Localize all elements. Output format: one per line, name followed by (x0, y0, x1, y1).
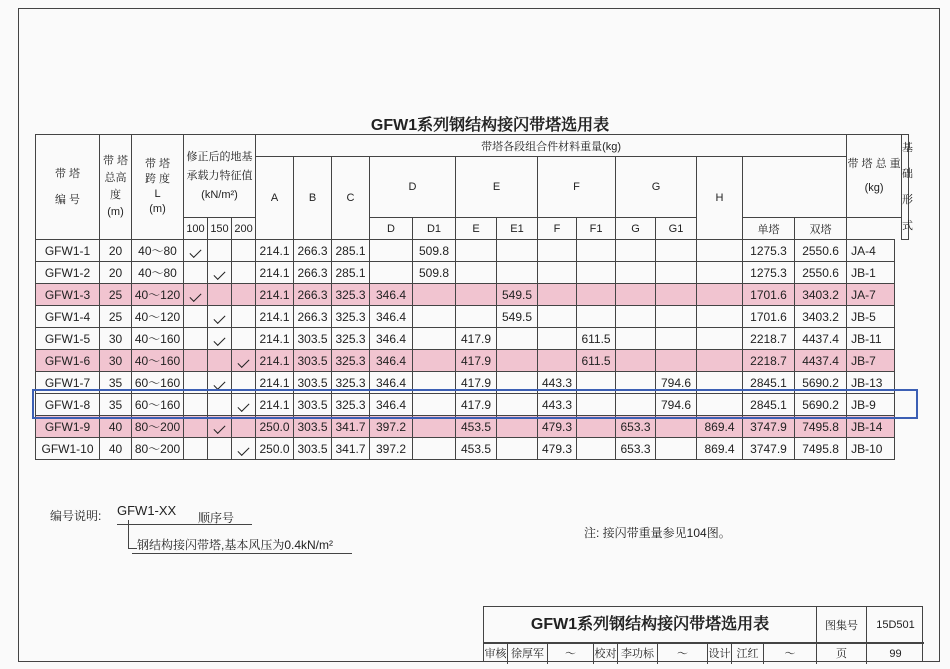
cell-e: 417.9 (456, 372, 497, 394)
header-bearing: 修正后的地基 承载力特征值 (kN/m²) (184, 135, 256, 218)
table-row (36, 328, 909, 350)
cell-f (538, 350, 577, 372)
group-F: F (538, 157, 616, 218)
cell-span: 40～80 (132, 262, 184, 284)
table-title: GFW1系列钢结构接闪带塔选用表 (370, 117, 610, 134)
cell-code: GFW1-5 (36, 328, 100, 350)
footnote: 注: 接闪带重量参见104图。 (584, 526, 731, 540)
cell-bearing-150 (208, 240, 232, 262)
cell-bearing-100 (184, 328, 208, 350)
cell-h (697, 262, 743, 284)
cell-a: 214.1 (256, 350, 294, 372)
cell-bearing-200 (232, 328, 256, 350)
cell-double: 4437.4 (795, 350, 847, 372)
note-description: 钢结构接闪带塔,基本风压为0.4kN/m² (137, 538, 334, 552)
cell-height: 40 (100, 438, 132, 460)
cell-e1 (497, 350, 538, 372)
cell-b: 266.3 (294, 262, 332, 284)
cell-bearing-150 (208, 350, 232, 372)
cell-b: 303.5 (294, 394, 332, 416)
note-description-underline (132, 553, 352, 554)
cell-e (456, 284, 497, 306)
cell-a: 214.1 (256, 240, 294, 262)
checker-signature: 〜 (658, 644, 708, 664)
cell-double: 7495.8 (795, 438, 847, 460)
cell-single: 1701.6 (743, 284, 795, 306)
bearing-100: 100 (184, 218, 208, 240)
cell-a: 214.1 (256, 328, 294, 350)
cell-jb: JB-5 (847, 306, 895, 328)
cell-b: 303.5 (294, 350, 332, 372)
cell-f1 (577, 438, 616, 460)
group-A: A (256, 157, 294, 240)
cell-f1 (577, 262, 616, 284)
cell-e1 (497, 240, 538, 262)
cell-height: 20 (100, 262, 132, 284)
cell-b: 266.3 (294, 240, 332, 262)
note-code: GFW1-XX (117, 503, 177, 518)
cell-c: 325.3 (332, 284, 370, 306)
cell-height: 20 (100, 240, 132, 262)
cell-e (456, 262, 497, 284)
check-icon (213, 267, 225, 279)
reviewer-signature: 〜 (548, 644, 594, 664)
cell-c: 341.7 (332, 416, 370, 438)
cell-jb: JB-14 (847, 416, 895, 438)
cell-bearing-150 (208, 438, 232, 460)
group-H: H (697, 157, 743, 240)
cell-code: GFW1-9 (36, 416, 100, 438)
cell-jb: JB-7 (847, 350, 895, 372)
cell-g: 653.3 (616, 416, 656, 438)
cell-g (616, 240, 656, 262)
check-label: 校对 (594, 644, 618, 664)
cell-double: 4437.4 (795, 328, 847, 350)
cell-single: 1275.3 (743, 240, 795, 262)
cell-c: 325.3 (332, 350, 370, 372)
cell-d1: 509.8 (413, 240, 456, 262)
bearing-150: 150 (208, 218, 232, 240)
cell-b: 303.5 (294, 438, 332, 460)
header-single: 单塔 (743, 218, 795, 240)
cell-c: 285.1 (332, 240, 370, 262)
check-icon (213, 333, 225, 345)
cell-h: 869.4 (697, 438, 743, 460)
group-G: G (616, 157, 697, 218)
cell-e: 417.9 (456, 350, 497, 372)
cell-span: 40～80 (132, 240, 184, 262)
cell-e1: 549.5 (497, 284, 538, 306)
cell-f (538, 328, 577, 350)
cell-f: 443.3 (538, 372, 577, 394)
header-weights: 带塔各段组合件材料重量(kg) (256, 135, 847, 157)
cell-g (616, 284, 656, 306)
cell-height: 35 (100, 394, 132, 416)
check-icon (189, 289, 201, 301)
cell-f1 (577, 306, 616, 328)
cell-f1 (577, 240, 616, 262)
cell-code: GFW1-1 (36, 240, 100, 262)
cell-bearing-100 (184, 284, 208, 306)
header-span: 带 塔 跨 度 L (m) (132, 135, 184, 240)
table-row (36, 438, 909, 460)
cell-single: 2218.7 (743, 328, 795, 350)
cell-bearing-200 (232, 350, 256, 372)
group-D: D (370, 157, 456, 218)
sub-E: E (456, 218, 497, 240)
cell-double: 3403.2 (795, 284, 847, 306)
cell-d: 346.4 (370, 350, 413, 372)
sub-D1: D1 (413, 218, 456, 240)
cell-span: 40～160 (132, 350, 184, 372)
cell-single: 2845.1 (743, 394, 795, 416)
cell-f (538, 240, 577, 262)
cell-a: 214.1 (256, 394, 294, 416)
cell-jb: JA-4 (847, 240, 895, 262)
cell-height: 30 (100, 350, 132, 372)
group-E: E (456, 157, 538, 218)
title-block-signatures (484, 643, 924, 664)
cell-a: 250.0 (256, 416, 294, 438)
cell-bearing-200 (232, 284, 256, 306)
cell-d: 346.4 (370, 372, 413, 394)
cell-c: 325.3 (332, 328, 370, 350)
sub-F1: F1 (577, 218, 616, 240)
note-underline (117, 524, 252, 525)
cell-span: 40～120 (132, 306, 184, 328)
cell-a: 214.1 (256, 306, 294, 328)
cell-c: 285.1 (332, 262, 370, 284)
cell-f (538, 306, 577, 328)
sub-D: D (370, 218, 413, 240)
cell-g (616, 306, 656, 328)
table-row (36, 240, 909, 262)
title-block (483, 606, 923, 662)
header-code: 带 塔 编 号 (36, 135, 100, 240)
cell-c: 325.3 (332, 306, 370, 328)
check-icon (213, 377, 225, 389)
cell-single: 1275.3 (743, 262, 795, 284)
group-C: C (332, 157, 370, 240)
cell-g (616, 328, 656, 350)
cell-jb: JA-7 (847, 284, 895, 306)
cell-d: 346.4 (370, 394, 413, 416)
sub-G1: G1 (656, 218, 697, 240)
cell-bearing-150 (208, 306, 232, 328)
title-block-title: GFW1系列钢结构接闪带塔选用表 (484, 607, 817, 643)
cell-g (616, 262, 656, 284)
cell-b: 303.5 (294, 372, 332, 394)
header-double: 双塔 (795, 218, 847, 240)
check-icon (213, 421, 225, 433)
table-row (36, 350, 909, 372)
cell-e: 453.5 (456, 438, 497, 460)
header-foundation: 基础 形式 (902, 135, 909, 240)
cell-single: 2218.7 (743, 350, 795, 372)
cell-b: 303.5 (294, 328, 332, 350)
cell-jb: JB-9 (847, 394, 895, 416)
note-label: 编号说明: (50, 509, 102, 523)
cell-jb: JB-10 (847, 438, 895, 460)
cell-e: 417.9 (456, 394, 497, 416)
cell-span: 60～160 (132, 394, 184, 416)
cell-h (697, 240, 743, 262)
designer-name: 江红 (732, 644, 764, 664)
group-B: B (294, 157, 332, 240)
cell-g1 (656, 306, 697, 328)
cell-f1 (577, 284, 616, 306)
check-icon (237, 443, 249, 455)
cell-span: 60～160 (132, 372, 184, 394)
cell-bearing-150 (208, 262, 232, 284)
cell-d1 (413, 350, 456, 372)
cell-single: 1701.6 (743, 306, 795, 328)
cell-jb: JB-11 (847, 328, 895, 350)
cell-b: 266.3 (294, 306, 332, 328)
cell-d1: 509.8 (413, 262, 456, 284)
cell-a: 214.1 (256, 372, 294, 394)
cell-g1 (656, 350, 697, 372)
cell-e: 417.9 (456, 328, 497, 350)
cell-h (697, 328, 743, 350)
cell-c: 325.3 (332, 372, 370, 394)
cell-code: GFW1-4 (36, 306, 100, 328)
cell-c: 341.7 (332, 438, 370, 460)
cell-d1 (413, 328, 456, 350)
cell-f1: 611.5 (577, 350, 616, 372)
cell-bearing-200 (232, 306, 256, 328)
checker-name: 李功标 (618, 644, 658, 664)
cell-single: 3747.9 (743, 416, 795, 438)
cell-g (616, 350, 656, 372)
cell-bearing-200 (232, 240, 256, 262)
sub-F: F (538, 218, 577, 240)
cell-a: 250.0 (256, 438, 294, 460)
cell-d: 346.4 (370, 284, 413, 306)
cell-single: 2845.1 (743, 372, 795, 394)
cell-b: 266.3 (294, 284, 332, 306)
cell-g1: 794.6 (656, 394, 697, 416)
header-total: 带 塔 总 重 (kg) (847, 135, 902, 218)
designer-signature: 〜 (764, 644, 817, 664)
cell-e: 453.5 (456, 416, 497, 438)
cell-h (697, 306, 743, 328)
note-sequence: 顺序号 (198, 511, 235, 525)
cell-span: 40～120 (132, 284, 184, 306)
cell-bearing-200 (232, 438, 256, 460)
cell-bearing-100 (184, 240, 208, 262)
cell-g1 (656, 262, 697, 284)
cell-height: 30 (100, 328, 132, 350)
cell-d: 397.2 (370, 416, 413, 438)
cell-a: 214.1 (256, 262, 294, 284)
cell-double: 5690.2 (795, 394, 847, 416)
bearing-200: 200 (232, 218, 256, 240)
cell-span: 80～200 (132, 438, 184, 460)
cell-d (370, 240, 413, 262)
cell-d: 397.2 (370, 438, 413, 460)
cell-d (370, 262, 413, 284)
cell-h (697, 350, 743, 372)
cell-a: 214.1 (256, 284, 294, 306)
cell-span: 40～160 (132, 328, 184, 350)
cell-f: 479.3 (538, 416, 577, 438)
cell-g1 (656, 240, 697, 262)
sub-G: G (616, 218, 656, 240)
cell-code: GFW1-3 (36, 284, 100, 306)
table-row (36, 262, 909, 284)
sub-E1: E1 (497, 218, 538, 240)
cell-e1 (497, 438, 538, 460)
cell-b: 303.5 (294, 416, 332, 438)
cell-double: 7495.8 (795, 416, 847, 438)
cell-e1 (497, 328, 538, 350)
page-label: 页 (817, 644, 867, 664)
cell-jb: JB-1 (847, 262, 895, 284)
note-bracket (128, 520, 137, 549)
cell-single: 3747.9 (743, 438, 795, 460)
cell-f1: 611.5 (577, 328, 616, 350)
table-row (36, 284, 909, 306)
cell-jb: JB-13 (847, 372, 895, 394)
cell-code: GFW1-2 (36, 262, 100, 284)
atlas-label: 图集号 (817, 607, 867, 643)
cell-double: 2550.6 (795, 262, 847, 284)
cell-code: GFW1-8 (36, 394, 100, 416)
table-row (36, 306, 909, 328)
cell-double: 5690.2 (795, 372, 847, 394)
cell-g1: 794.6 (656, 372, 697, 394)
cell-bearing-100 (184, 262, 208, 284)
cell-code: GFW1-7 (36, 372, 100, 394)
cell-span: 80～200 (132, 416, 184, 438)
review-label: 审核 (484, 644, 508, 664)
cell-c: 325.3 (332, 394, 370, 416)
cell-d1 (413, 306, 456, 328)
cell-bearing-200 (232, 262, 256, 284)
reviewer-name: 徐厚军 (508, 644, 548, 664)
cell-bearing-150 (208, 328, 232, 350)
cell-e1: 549.5 (497, 306, 538, 328)
cell-double: 3403.2 (795, 306, 847, 328)
cell-height: 35 (100, 372, 132, 394)
check-icon (213, 311, 225, 323)
cell-f: 443.3 (538, 394, 577, 416)
design-label: 设计 (708, 644, 732, 664)
cell-h (697, 284, 743, 306)
cell-code: GFW1-6 (36, 350, 100, 372)
cell-bearing-100 (184, 306, 208, 328)
header-height: 带 塔 总高度 (m) (100, 135, 132, 240)
cell-double: 2550.6 (795, 240, 847, 262)
cell-bearing-100 (184, 438, 208, 460)
cell-g1 (656, 328, 697, 350)
check-icon (189, 245, 201, 257)
cell-e (456, 306, 497, 328)
cell-e1 (497, 262, 538, 284)
cell-d: 346.4 (370, 328, 413, 350)
page-number: 99 (889, 648, 902, 660)
atlas-number: 15D501 (867, 607, 924, 643)
cell-height: 25 (100, 306, 132, 328)
cell-d1 (413, 438, 456, 460)
cell-g1 (656, 438, 697, 460)
cell-code: GFW1-10 (36, 438, 100, 460)
cell-height: 40 (100, 416, 132, 438)
cell-d1 (413, 284, 456, 306)
cell-f: 479.3 (538, 438, 577, 460)
cell-bearing-150 (208, 284, 232, 306)
cell-f (538, 262, 577, 284)
check-icon (237, 355, 249, 367)
selection-highlight-box (32, 389, 918, 419)
cell-f (538, 284, 577, 306)
cell-g: 653.3 (616, 438, 656, 460)
cell-e (456, 240, 497, 262)
cell-bearing-100 (184, 350, 208, 372)
cell-h: 869.4 (697, 416, 743, 438)
cell-g1 (656, 284, 697, 306)
cell-d: 346.4 (370, 306, 413, 328)
cell-height: 25 (100, 284, 132, 306)
